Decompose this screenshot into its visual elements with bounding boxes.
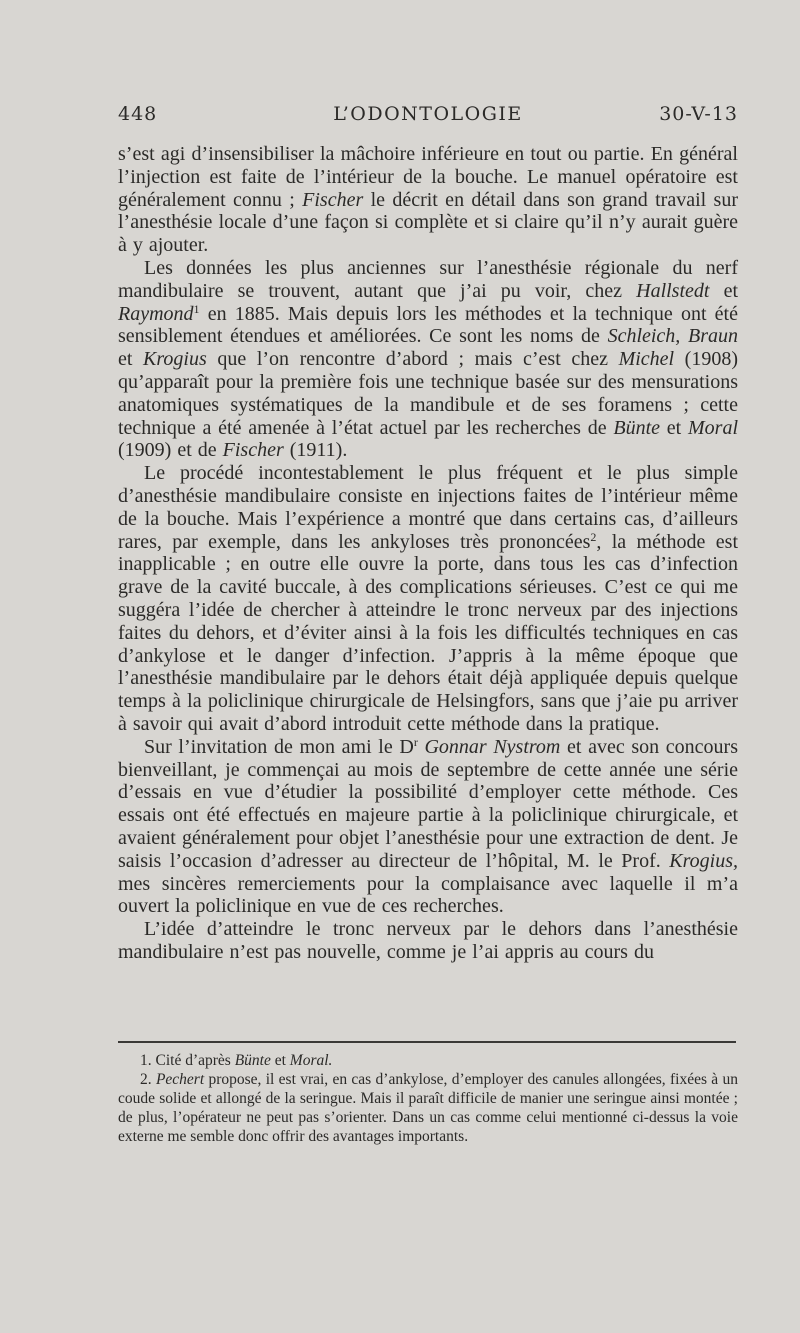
text-run: Sur l’invitation de mon ami le D xyxy=(144,735,414,758)
author-name: Bünte xyxy=(613,416,661,439)
author-name: Fischer xyxy=(222,439,284,462)
paragraph-1 xyxy=(118,143,738,257)
footnotes xyxy=(118,1051,738,1146)
author-name: Krogius, xyxy=(669,849,738,872)
text-run: (1911). xyxy=(283,439,348,462)
paragraph-2 xyxy=(118,257,738,462)
running-header xyxy=(118,103,738,133)
author-name: Pechert xyxy=(155,1071,205,1088)
author-name: Raymond xyxy=(118,302,194,325)
text-run: (1908) qu’apparaît pour la première fois une technique basée sur des mensurations anatomiques systématiques de la mandibule et de ses foramens ; cette technique a été amenée à l’état actuel par les recherches de xyxy=(118,348,739,439)
footnote-2 xyxy=(118,1070,738,1146)
text-run: mes sincères remerciements pour la complaisance avec laquelle il m’a ouvert la policlinique en vue de ces recherches. xyxy=(118,872,738,918)
text-run: et avec son concours bienveillant, je commençai au mois de septembre de cette année une série d’essais en vue d’étudier la possibilité d’employer cette méthode. Ces essais ont été effectués en majeure partie à la policlinique chirurgicale, et avaient généralement pour objet l’anesthésie pour une extraction de dent. Je saisis l’occasion d’adresser au directeur de l’hôpital, M. le Prof. xyxy=(118,735,739,872)
superscript: r xyxy=(413,734,418,749)
author-name: Krogius xyxy=(143,348,207,371)
text-run: que l’on rencontre d’abord ; mais c’est chez xyxy=(206,348,619,371)
paragraph-5 xyxy=(118,918,738,964)
text-run: , la méthode est inapplicable ; en outre elle ouvre la porte, dans tous les cas d’infection grave de la cavité buccale, à des complications sérieuses. C’est ce qui me suggéra l’idée de chercher à atteindre le tronc nerveux par des injections faites du dehors, et d’éviter ainsi à la fois les difficultés techniques en cas d’ankylose et le danger d’infection. J’appris à la même époque que l’anesthésie mandibulaire par le dehors était déjà appliquée depuis quelque temps à la policlinique chirurgicale de Helsingfors, sans que j’aie pu arriver à savoir qui avait d’abord introduit cette méthode dans la pratique. xyxy=(118,530,738,735)
text-run: (1909) et de xyxy=(118,439,223,462)
text-run: Les données les plus anciennes sur l’anesthésie régionale du nerf mandibulaire se trouvent, autant que j’ai pu voir, chez xyxy=(118,256,738,302)
author-name: Fischer xyxy=(302,188,364,211)
author-name: Hallstedt xyxy=(636,279,710,302)
text-run: et xyxy=(270,1052,290,1069)
text-run: 2. xyxy=(140,1071,156,1088)
footnote-ref: 1 xyxy=(193,301,200,316)
text-run: et xyxy=(118,348,144,371)
text-run: propose, il est vrai, en cas d’ankylose, d’employer des canules allongées, fixées à un coude solide et allongé de la seringue. Mais il paraît difficile de manier une seringue ainsi montée ; de plus, l’opérateur ne peut pas s’orienter. Dans un cas comme celui mentionné ci-dessus la voie externe me semble donc offrir des avantages importants. xyxy=(118,1071,738,1145)
text-run: 1. Cité d’après xyxy=(140,1052,235,1069)
author-name: Moral. xyxy=(289,1052,333,1069)
text-run: Le procédé incontestablement le plus fréquent et le plus simple d’anesthésie mandibulaire consiste en injections faites de l’intérieur même de la bouche. Mais l’expérience a montré que dans certains cas, d’ailleurs rares, par exemple, dans les ankyloses très prononcées xyxy=(118,462,738,553)
paragraph-3 xyxy=(118,462,738,736)
main-text xyxy=(118,143,738,964)
footnote-divider xyxy=(118,1041,736,1043)
author-name: Gonnar Nystrom xyxy=(424,735,561,758)
author-name: Bünte xyxy=(234,1052,271,1069)
text-run: et xyxy=(709,279,738,302)
paragraph-4 xyxy=(118,736,738,918)
text-run: s’est agi d’insensibiliser la mâchoire inférieure en tout ou partie. En général l’injection est faite de l’intérieur de la bouche. Le manuel opératoire est généralement connu ; xyxy=(118,143,738,211)
issue-date: 30-V-13 xyxy=(659,103,738,125)
text-run: et xyxy=(660,416,688,439)
author-name: Michel xyxy=(618,348,675,371)
text-run: en 1885. Mais depuis lors les méthodes et la technique ont été sensiblement étendues et améliorées. Ce sont les noms de xyxy=(118,302,738,348)
author-name: Schleich, Braun xyxy=(607,325,738,348)
author-name: Moral xyxy=(688,416,738,439)
footnote-ref: 2 xyxy=(590,529,597,544)
page-number: 448 xyxy=(118,103,158,125)
text-run: L’idée d’atteindre le tronc nerveux par le dehors dans l’anesthésie mandibulaire n’est pas nouvelle, comme je l’ai appris au cours du xyxy=(118,918,738,963)
text-run: le décrit en détail dans son grand travail sur l’anesthésie locale d’une façon si complète et si claire qu’il n’y aurait guère à y ajouter. xyxy=(118,188,738,257)
journal-title: L’ODONTOLOGIE xyxy=(333,103,523,125)
footnote-1 xyxy=(118,1051,738,1070)
